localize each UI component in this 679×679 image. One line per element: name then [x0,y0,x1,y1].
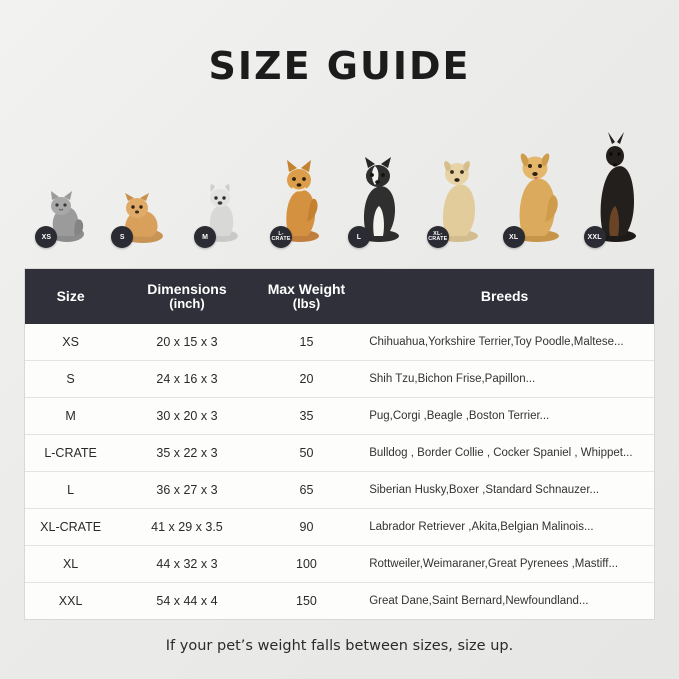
cell-weight: 50 [258,435,355,472]
cell-dimensions: 30 x 20 x 3 [116,398,258,435]
header-dimensions [116,269,258,324]
size-badge-xl-crate: XL-CRATE [427,226,449,248]
doberman-figure [586,132,646,244]
table-row [25,361,654,398]
french-bulldog-figure [196,176,246,244]
cell-breeds: Great Dane,Saint Bernard,Newfoundland... [369,595,589,608]
cell-breeds: Pug,Corgi ,Beagle ,Boston Terrier... [355,398,654,435]
cell-weight: 35 [258,398,355,435]
cell-breeds: Bulldog , Border Collie , Cocker Spaniel , Whippet... [355,435,654,472]
cell-breeds: Siberian Husky,Boxer ,Standard Schnauzer... [355,472,654,509]
header-dimensions-unit: (inch) [169,296,205,312]
table-row [25,324,654,361]
cell-size: XS [25,324,116,361]
pet-xxl [576,132,655,244]
size-badge-xxl: XXL [584,226,606,248]
cell-weight: 15 [258,324,355,361]
table-row [25,435,654,472]
size-badge-xs: XS [35,226,57,248]
cell-breeds: Shih Tzu,Bichon Frise,Papillon... [355,361,654,398]
cell-size: XXL [58,594,83,609]
table-row [25,509,654,546]
labrador-figure [429,146,487,244]
header-dimensions-label: Dimensions [147,281,227,297]
pet-m [182,176,261,244]
header-size-label: Size [56,288,85,305]
size-badge-s: S [111,226,133,248]
pet-xs [24,186,103,244]
table-row [25,398,654,435]
cell-dimensions: 44 x 32 x 3 [116,546,258,583]
size-badge-xl: XL [503,226,525,248]
cat-figure [37,186,89,244]
cell-dimensions: 54 x 44 x 4 [156,594,218,609]
table-row [25,583,654,620]
page-title: SIZE GUIDE [208,44,471,88]
cell-size: XL [25,546,116,583]
cell-size: S [25,361,116,398]
cell-size: XL-CRATE [25,509,116,546]
header-max-weight-unit: (lbs) [292,296,321,312]
cell-weight: 20 [258,361,355,398]
cell-breeds: Rottweiler,Weimaraner,Great Pyrenees ,Mastiff... [355,546,654,583]
cell-weight: 90 [258,509,355,546]
header-max-weight-label: Max Weight [267,281,346,297]
size-badge-m: M [194,226,216,248]
cell-weight: 65 [258,472,355,509]
cell-dimensions: 36 x 27 x 3 [116,472,258,509]
pet-xl [497,140,576,244]
footnote: If your pet’s weight falls between sizes, size up. [165,638,514,655]
cell-size: L [25,472,116,509]
cell-dimensions: 35 x 22 x 3 [116,435,258,472]
pet-s [103,188,182,244]
cell-size: M [25,398,116,435]
shiba-inu-figure [272,152,328,244]
cell-dimensions: 20 x 15 x 3 [116,324,258,361]
pet-illustrations-row [24,104,655,244]
size-badge-l-crate: L-CRATE [270,226,292,248]
pet-xl-crate [418,146,497,244]
pomeranian-figure [113,188,171,244]
table-header-row [25,269,654,324]
cell-weight: 100 [258,546,355,583]
cell-dimensions: 41 x 29 x 3.5 [116,509,258,546]
pet-l-crate [261,152,340,244]
cell-breeds: Chihuahua,Yorkshire Terrier,Toy Poodle,Maltese... [355,324,654,361]
table-body [25,324,654,619]
table-row [25,472,654,509]
cell-size: L-CRATE [25,435,116,472]
cell-weight: 150 [296,594,317,609]
pet-l [340,148,419,244]
table-row [25,546,654,583]
size-table-wrapper [24,268,655,620]
cell-dimensions: 24 x 16 x 3 [116,361,258,398]
header-breeds-label: Breeds [480,288,529,305]
header-size [25,269,116,324]
cell-breeds: Labrador Retriever ,Akita,Belgian Malinois... [355,509,654,546]
header-breeds [355,269,654,324]
header-max-weight [258,269,355,324]
size-badge-l: L [348,226,370,248]
size-table [25,269,654,619]
golden-retriever-figure [505,140,569,244]
table-header [25,269,654,324]
border-collie-figure [350,148,408,244]
